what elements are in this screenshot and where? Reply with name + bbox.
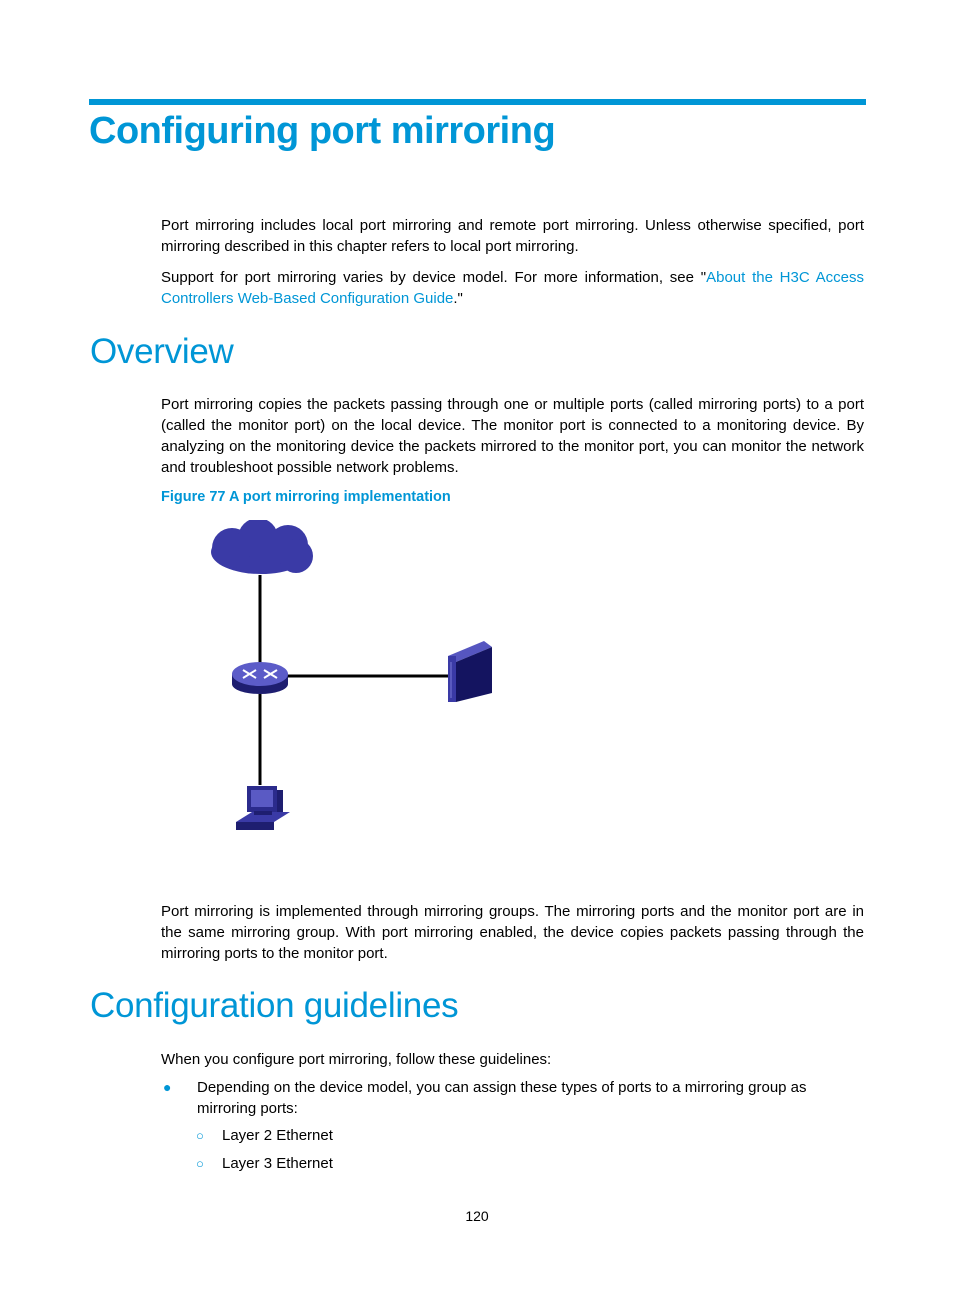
overview-paragraph-1: Port mirroring copies the packets passing through one or multiple ports (called mirroring ports) to a port (called the monitor port) on the local device. The monitor port is connected to a monitoring device. By analyzing on the monitoring device the packets mirrored to the monitor port, you can monitor the network and troubleshoot possible network problems. <box>161 396 864 476</box>
bullet-item <box>0 1077 954 1119</box>
overview-heading: Overview <box>90 332 234 371</box>
intro-p2-text-before: Support for port mirroring varies by device model. For more information, see " <box>161 269 707 286</box>
sub-item-text: Layer 3 Ethernet <box>222 1155 333 1172</box>
bullet-text: Depending on the device model, you can assign these types of ports to a mirroring group as mirroring ports: <box>197 1079 807 1117</box>
sub-item-text: Layer 2 Ethernet <box>222 1127 333 1144</box>
page-number: 120 <box>465 1208 489 1224</box>
guidelines-intro: When you configure port mirroring, follow these guidelines: <box>161 1051 552 1068</box>
intro-paragraph-2 <box>161 267 864 309</box>
chapter-rule <box>89 99 866 105</box>
chapter-title: Configuring port mirroring <box>89 110 556 152</box>
hollow-circle-icon: ○ <box>196 1128 204 1143</box>
overview-paragraph-2: Port mirroring is implemented through mirroring groups. The mirroring ports and the monitor port are in the same mirroring group. With port mirroring enabled, the device copies packets passing through the mirroring ports to the monitor port. <box>161 903 864 962</box>
hollow-circle-icon: ○ <box>196 1156 204 1171</box>
figure-caption: Figure 77 A port mirroring implementation <box>161 489 451 505</box>
intro-paragraph-1: Port mirroring includes local port mirroring and remote port mirroring. Unless otherwise specified, port mirroring described in this chapter refers to local port mirroring. <box>161 217 864 255</box>
bullet-dot-icon: ● <box>163 1079 172 1095</box>
sub-list-item <box>0 1153 954 1174</box>
intro-p2-text-after: ." <box>453 290 463 307</box>
port-mirroring-figure <box>200 520 520 850</box>
cloud-icon <box>211 520 313 574</box>
server-icon <box>448 641 492 702</box>
sub-list-item <box>0 1125 954 1146</box>
guide-link[interactable]: About the H3C Access Controllers Web-Based Configuration Guide <box>161 269 864 307</box>
pc-icon <box>236 786 290 830</box>
guidelines-heading: Configuration guidelines <box>90 986 459 1025</box>
switch-icon <box>232 662 288 694</box>
